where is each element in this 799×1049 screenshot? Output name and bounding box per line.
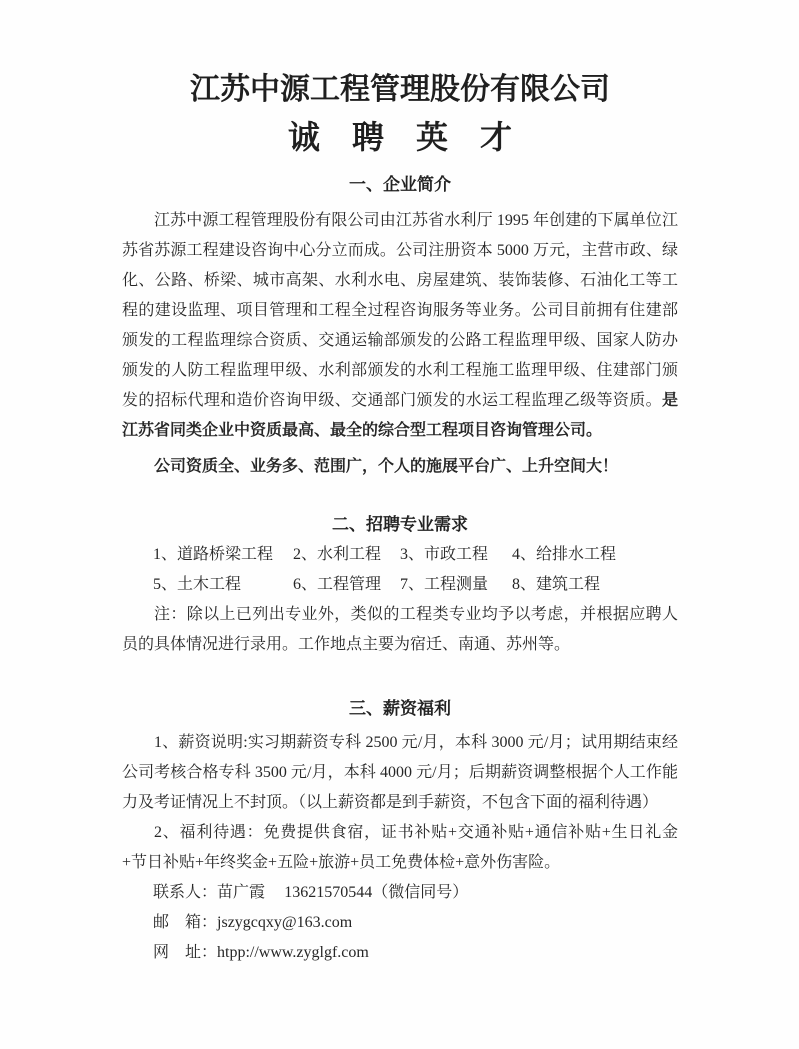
company-title: 江苏中源工程管理股份有限公司 (190, 73, 610, 106)
majors-row-1 (122, 540, 678, 570)
contact-label: 联系人： (153, 884, 218, 901)
company-intro-paragraph (122, 206, 678, 446)
major-item-3: 3、市政工程 (400, 546, 489, 563)
section-heading-salary: 三、薪资福利 (349, 699, 451, 718)
website-line (122, 938, 678, 968)
section-heading-majors: 二、招聘专业需求 (332, 515, 468, 534)
major-item-4: 4、给排水工程 (512, 546, 617, 563)
company-intro-text: 江苏中源工程管理股份有限公司由江苏省水利厅 1995 年创建的下属单位江苏省苏源工程建设咨询中心分立而成。公司注册资本 5000 万元，主营市政、绿化、公路、桥梁、城市高架、水利水电、房屋建筑、装饰装修、石油化工等工程的建设监理、项目管理和工程全过程咨询服务等业务。公司目前拥有住建部颁发的工程监理综合资质、交通运输部颁发的公路工程监理甲级、国家人防办颁发的人防工程监理甲级、水利部颁发的水利工程施工监理甲级、住建部门颁发的招标代理和造价咨询甲级、交通部门颁发的水运工程监理乙级等资质。 (122, 212, 678, 409)
major-item-2: 2、水利工程 (293, 546, 382, 563)
email-label: 邮 箱： (153, 914, 218, 931)
major-item-6: 6、工程管理 (293, 576, 382, 593)
recruiting-slogan-title: 诚 聘 英 才 (287, 119, 512, 155)
major-item-5: 5、土木工程 (153, 576, 242, 593)
company-intro-highlight: 是江苏省同类企业中资质最高、最全的综合型工程项目咨询管理公司。 (122, 392, 678, 439)
email-line (122, 908, 678, 938)
welfare-description: 2、福利待遇：免费提供食宿，证书补贴+交通补贴+通信补贴+生日礼金+节日补贴+年终奖金+五险+旅游+员工免费体检+意外伤害险。 (122, 824, 678, 871)
contact-name: 苗广霞 (217, 884, 266, 901)
contact-person-line (122, 878, 678, 908)
section-heading-company-intro: 一、企业简介 (349, 175, 451, 194)
email-value: jszygcqxy@163.com (217, 914, 353, 931)
major-item-8: 8、建筑工程 (512, 576, 601, 593)
company-pitch-line: 公司资质全、业务多、范围广，个人的施展平台广、上升空间大！ (154, 458, 619, 475)
website-value: htpp://www.zyglgf.com (217, 944, 369, 961)
contact-phone: 13621570544（微信同号） (284, 884, 469, 901)
majors-note: 注：除以上已列出专业外，类似的工程类专业均予以考虑，并根据应聘人员的具体情况进行录用。工作地点主要为宿迁、南通、苏州等。 (122, 606, 678, 653)
major-item-1: 1、道路桥梁工程 (153, 546, 274, 563)
majors-row-2 (122, 570, 678, 600)
salary-description: 1、薪资说明:实习期薪资专科 2500 元/月，本科 3000 元/月；试用期结束经公司考核合格专科 3500 元/月，本科 4000 元/月；后期薪资调整根据个人工作能力及考证情况上不封顶。（以上薪资都是到手薪资，不包含下面的福利待遇） (122, 734, 678, 811)
major-item-7: 7、工程测量 (400, 576, 489, 593)
website-label: 网 址： (153, 944, 218, 961)
